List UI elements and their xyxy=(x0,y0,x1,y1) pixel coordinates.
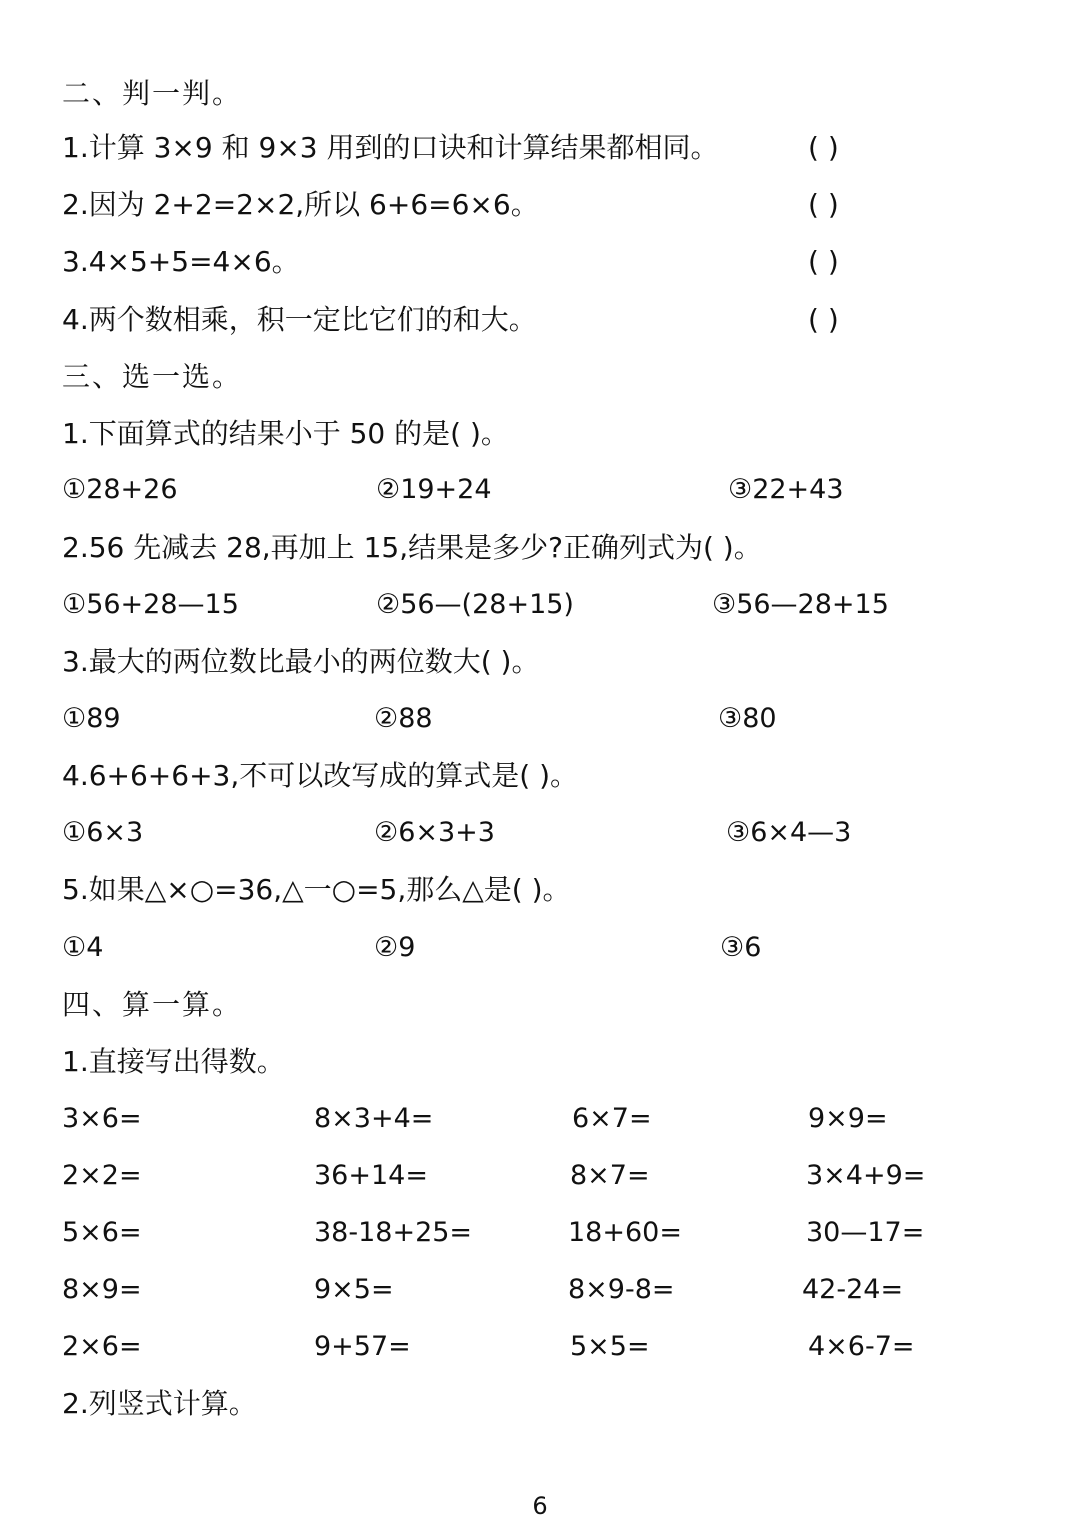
calc-item: 36+14= xyxy=(314,1160,428,1191)
choose-question-3: 3.最大的两位数比最小的两位数大( )。 xyxy=(62,645,540,678)
judge-item-2: 2.因为 2+2=2×2,所以 6+6=6×6。 xyxy=(62,188,539,221)
choose-question-2: 2.56 先减去 28,再加上 15,结果是多少?正确列式为( )。 xyxy=(62,531,762,564)
choose-q4-option-2: ②6×3+3 xyxy=(374,817,495,848)
calc-item: 8×9= xyxy=(62,1274,142,1305)
calc-item: 42-24= xyxy=(802,1274,904,1305)
choose-question-1: 1.下面算式的结果小于 50 的是( )。 xyxy=(62,417,509,450)
choose-q4-option-3: ③6×4—3 xyxy=(726,817,852,848)
choose-q1-option-1: ①28+26 xyxy=(62,474,178,505)
calc-item: 9+57= xyxy=(314,1331,411,1362)
calc-item: 3×4+9= xyxy=(806,1160,926,1191)
choose-q2-option-3: ③56—28+15 xyxy=(712,589,889,620)
choose-question-4: 4.6+6+6+3,不可以改写成的算式是( )。 xyxy=(62,759,579,792)
choose-q3-option-1: ①89 xyxy=(62,703,121,734)
calc-item: 18+60= xyxy=(568,1217,682,1248)
choose-q2-option-2: ②56—(28+15) xyxy=(376,589,574,620)
compute-sub-vertical-calc: 2.列竖式计算。 xyxy=(62,1387,257,1420)
judge-answer-blank-4: ( ) xyxy=(808,303,839,336)
judge-answer-blank-3: ( ) xyxy=(808,245,839,278)
choose-q4-option-1: ①6×3 xyxy=(62,817,144,848)
calc-item: 9×9= xyxy=(808,1103,888,1134)
calc-item: 8×7= xyxy=(570,1160,650,1191)
judge-item-1: 1.计算 3×9 和 9×3 用到的口诀和计算结果都相同。 xyxy=(62,131,719,164)
choose-q2-option-1: ①56+28—15 xyxy=(62,589,239,620)
calc-item: 5×6= xyxy=(62,1217,142,1248)
section-compute-heading: 四、算一算。 xyxy=(62,988,243,1021)
choose-q5-option-3: ③6 xyxy=(720,932,762,963)
section-choose-heading: 三、选一选。 xyxy=(62,360,243,393)
choose-q5-option-2: ②9 xyxy=(374,932,416,963)
calc-item: 38-18+25= xyxy=(314,1217,473,1248)
calc-item: 3×6= xyxy=(62,1103,142,1134)
judge-item-3: 3.4×5+5=4×6。 xyxy=(62,245,300,278)
judge-item-4: 4.两个数相乘，积一定比它们的和大。 xyxy=(62,303,537,336)
judge-answer-blank-1: ( ) xyxy=(808,131,839,164)
choose-q3-option-2: ②88 xyxy=(374,703,433,734)
calc-item: 8×9-8= xyxy=(568,1274,675,1305)
calc-item: 9×5= xyxy=(314,1274,394,1305)
choose-q1-option-2: ②19+24 xyxy=(376,474,492,505)
calc-item: 5×5= xyxy=(570,1331,650,1362)
calc-item: 2×6= xyxy=(62,1331,142,1362)
calc-item: 30—17= xyxy=(806,1217,925,1248)
choose-q1-option-3: ③22+43 xyxy=(728,474,844,505)
choose-q3-option-3: ③80 xyxy=(718,703,777,734)
section-judge-heading: 二、判一判。 xyxy=(62,77,243,110)
choose-q5-option-1: ①4 xyxy=(62,932,104,963)
judge-answer-blank-2: ( ) xyxy=(808,188,839,221)
page-number: 6 xyxy=(532,1492,548,1520)
choose-question-5: 5.如果△×○=36,△一○=5,那么△是( )。 xyxy=(62,873,571,906)
calc-item: 2×2= xyxy=(62,1160,142,1191)
calc-item: 4×6-7= xyxy=(808,1331,915,1362)
calc-item: 6×7= xyxy=(572,1103,652,1134)
calc-item: 8×3+4= xyxy=(314,1103,434,1134)
compute-sub-direct-answers: 1.直接写出得数。 xyxy=(62,1045,285,1078)
